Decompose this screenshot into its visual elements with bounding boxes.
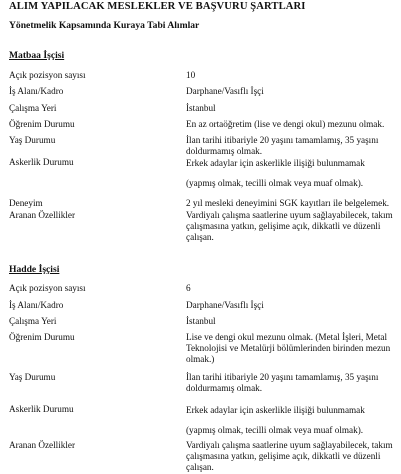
row-label: Öğrenim Durumu (9, 119, 75, 129)
row-label: İş Alanı/Kadro (9, 300, 64, 310)
row-value: Darphane/Vasıflı İşçi (186, 300, 264, 310)
row-value: 6 (186, 283, 191, 293)
row-label: Açık pozisyon sayısı (9, 70, 86, 80)
row-value: İlan tarihi itibariyle 20 yaşını tamamlamış, 35 yaşını doldurmamış olmak. (186, 372, 379, 393)
row-label: Yaş Durumu (9, 372, 56, 382)
row-label: Aranan Özellikler (9, 440, 76, 450)
section-heading-matbaa: Matbaa İşçisi (9, 50, 65, 61)
row-value: Vardiyalı çalışma saatlerine uyum sağlayabilecek, takım çalışmasına yatkın, gelişime açık, dikkatli ve düzenli çalışan. (186, 440, 393, 472)
row-label: Askerlik Durumu (9, 157, 74, 167)
row-value: İlan tarihi itibariyle 20 yaşını tamamlamış, 35 yaşını doldurmamış olmak. (186, 135, 379, 156)
page-subtitle: Yönetmelik Kapsamında Kuraya Tabi Alımlar (9, 20, 200, 31)
row-value: İstanbul (186, 316, 216, 326)
row-value: Erkek adaylar için askerlikle ilişiği bulunmamak (yapmış olmak, tecilli olmak veya muaf olmak). (186, 405, 365, 435)
page-title: ALIM YAPILACAK MESLEKLER VE BAŞVURU ŞARTLARI (9, 1, 306, 12)
row-value: Darphane/Vasıflı İşçi (186, 86, 264, 96)
row-value: Vardiyalı çalışma saatlerine uyum sağlayabilecek, takım çalışmasına yatkın, gelişime açık, dikkatli ve düzenli çalışan. (186, 210, 393, 242)
row-value: İstanbul (186, 103, 216, 113)
row-value: Lise ve dengi okul mezunu olmak. (Metal İşleri, Metal Teknolojisi ve Metalürji bölümlerinden birinden mezun olmak.) (186, 332, 391, 364)
row-label: Açık pozisyon sayısı (9, 283, 86, 293)
row-label: Aranan Özellikler (9, 210, 76, 220)
row-label: Askerlik Durumu (9, 404, 74, 414)
row-label: Yaş Durumu (9, 135, 56, 145)
row-label: Deneyim (9, 198, 43, 208)
row-label: İş Alanı/Kadro (9, 86, 64, 96)
row-label: Öğrenim Durumu (9, 332, 75, 342)
row-label: Çalışma Yeri (9, 316, 57, 326)
row-label: Çalışma Yeri (9, 103, 57, 113)
row-value: En az ortaöğretim (lise ve dengi okul) mezunu olmak. (186, 119, 385, 129)
row-value: 2 yıl mesleki deneyimini SGK kayıtları ile belgelemek. (186, 198, 390, 208)
row-value: 10 (186, 70, 196, 80)
row-value: Erkek adaylar için askerlikle ilişiği bulunmamak (yapmış olmak, tecilli olmak veya muaf olmak). (186, 158, 365, 188)
section-heading-hadde: Hadde İşçisi (9, 264, 60, 275)
